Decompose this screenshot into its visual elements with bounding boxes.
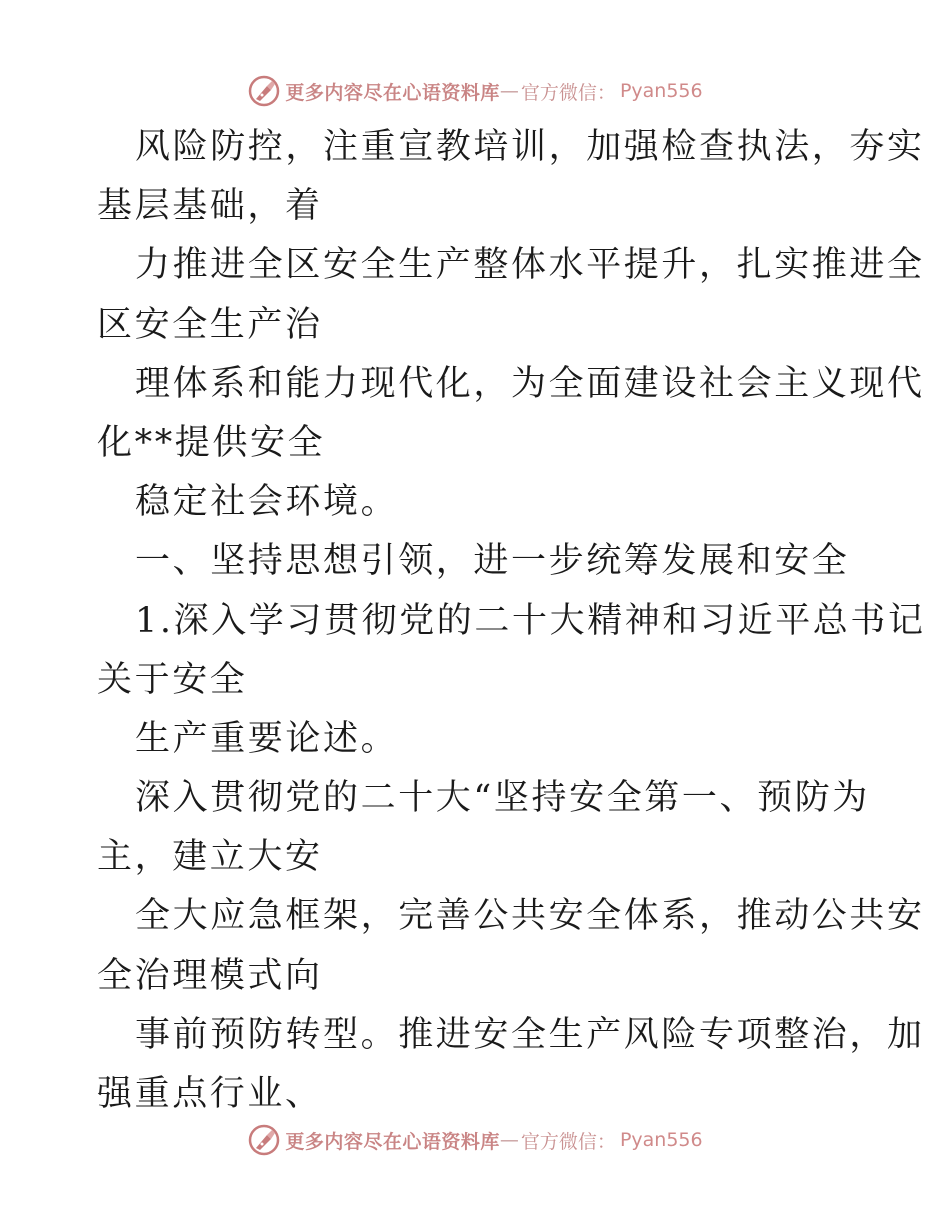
pen-nib-logo-icon: [247, 1123, 281, 1157]
document-body: [97, 118, 926, 1124]
subsection-heading: 1.深入学习贯彻党的二十大精神和习近平总书记: [135, 600, 926, 641]
banner-separator: —: [499, 80, 519, 102]
text-line: 力推进全区安全生产整体水平提升，扎实推进全: [135, 245, 925, 286]
banner-wechat-label: 官方微信：: [520, 1130, 616, 1153]
header-watermark-banner: [0, 71, 950, 111]
pen-nib-logo-icon: [247, 74, 281, 108]
banner-wechat-id: Pyan556: [619, 1129, 703, 1151]
text-line: 理体系和能力现代化，为全面建设社会主义现代: [135, 363, 925, 404]
banner-main-text: 更多内容尽在心语资料库: [285, 81, 500, 104]
text-line: 强重点行业、: [97, 1074, 323, 1114]
text-line: 风险防控，注重宣教培训，加强检查执法，夯实: [135, 127, 925, 167]
banner-main-text: 更多内容尽在心语资料库: [285, 1130, 500, 1153]
text-line: 生产重要论述。: [135, 718, 399, 759]
text-line: 区安全生产治: [97, 304, 323, 345]
banner-wechat-id: Pyan556: [619, 80, 703, 102]
text-line: 深入贯彻党的二十大“坚持安全第一、预防为: [135, 778, 870, 819]
text-line: 基层基础，着: [97, 186, 323, 227]
text-line: 全大应急框架，完善公共安全体系，推动公共安: [135, 896, 925, 937]
text-line: 事前预防转型。推进安全生产风险专项整治，加: [135, 1014, 925, 1055]
text-line: 主，建立大安: [97, 837, 323, 878]
footer-watermark-banner: [0, 1120, 950, 1160]
banner-separator: —: [499, 1129, 519, 1151]
text-line: 稳定社会环境。: [135, 482, 399, 523]
text-line: 化**提供安全: [97, 422, 326, 463]
banner-wechat-label: 官方微信：: [520, 81, 616, 104]
text-line: 全治理模式向: [97, 955, 323, 996]
text-line: 关于安全: [97, 659, 248, 700]
section-heading: 一、坚持思想引领，进一步统筹发展和安全: [135, 541, 850, 582]
